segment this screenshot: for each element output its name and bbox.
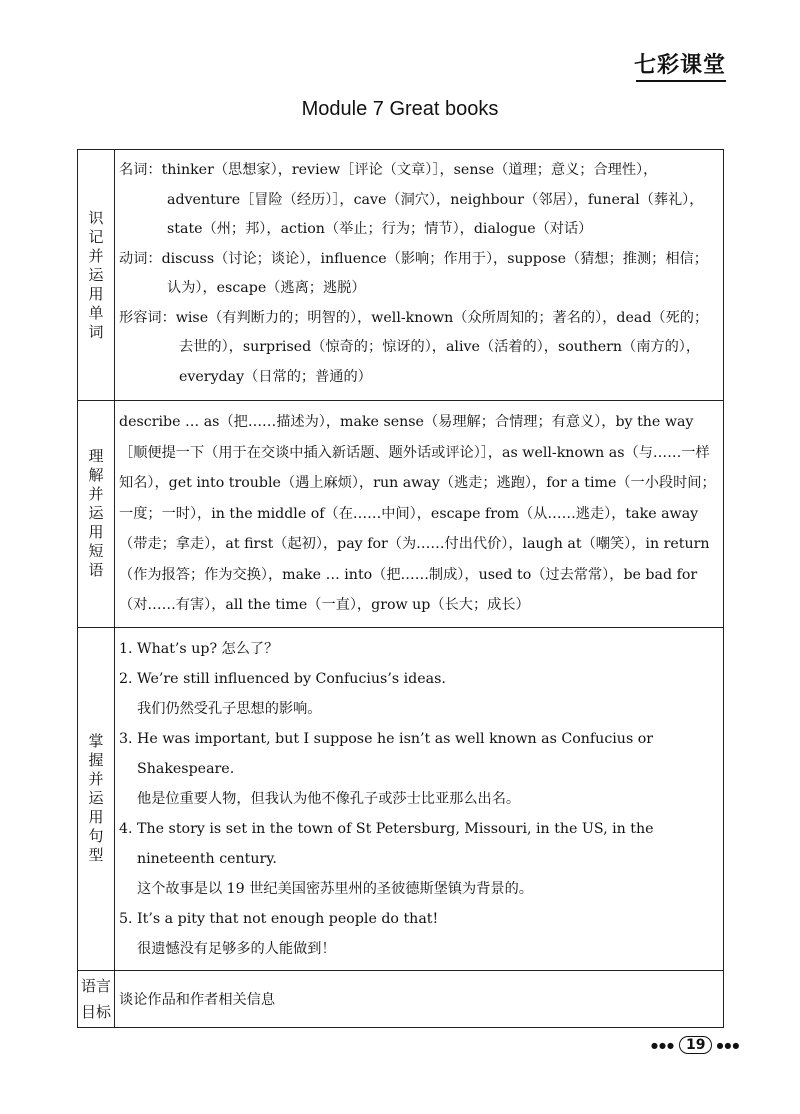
verbs-text: 动词：discuss（讨论；谈论），influence（影响；作用于），suppose（猜想；推测；相信；认为），escape（逃离；逃脱） xyxy=(119,250,708,296)
words-row xyxy=(78,150,724,401)
sentences-label: 掌握并运用句型 xyxy=(88,732,104,864)
sentence-5-en: 5. It’s a pity that not enough people do that! xyxy=(119,910,439,927)
sentence-4-en: 4. The story is set in the town of St Petersburg, Missouri, in the US, in the nineteenth century. xyxy=(119,820,654,867)
sentence-2-en: 2. We’re still influenced by Confucius’s ideas. xyxy=(119,670,446,687)
adjectives-text: 形容词：wise（有判断力的；明智的），well-known（众所周知的；著名的），dead（死的；去世的），surprised（惊奇的；惊讶的），alive（活着的），southern（南方的），everyday（日常的；普通的） xyxy=(119,309,709,385)
page-title: Module 7 Great books xyxy=(301,98,499,120)
sentences-row xyxy=(78,627,724,970)
brand-underline xyxy=(636,80,726,82)
sentence-2-zh: 我们仍然受孔子思想的影响。 xyxy=(137,700,322,717)
page-number: 19 xyxy=(679,1036,712,1054)
goal-label: 语言目标 xyxy=(80,976,111,1021)
dots-right-icon: ●●● xyxy=(716,1040,741,1050)
phrases-content: describe … as（把……描述为），make sense（易理解；合情理；有意义），by the way［顺便提一下（用于在交谈中插入新话题、题外话或评论）］，as well-known as（与……一样知名），get into trouble（遇上麻烦），run away（逃走；逃跑），for a time（一小段时间；一度；一时），in the middle of（在……中间），escape from（从……逃走），take away（带走；拿走），at first（起初），pay for（为……付出代价），laugh at（嘲笑），in return（作为报答；作为交换），make … into（把……制成），used to（过去常常），be bad for（对……有害），all the time（一直），grow up（长大；成长） xyxy=(115,401,724,628)
dots-left-icon: ●●● xyxy=(651,1040,675,1050)
brand-logo: 七彩课堂 xyxy=(633,53,726,78)
sentence-4-zh: 这个故事是以 19 世纪美国密苏里州的圣彼德斯堡镇为背景的。 xyxy=(137,880,533,897)
nouns-text: 名词：thinker（思想家），review［评论（文章）］，sense（道理；意义；合理性），adventure［冒险（经历）］，cave（洞穴），neighbour（邻居），funeral（葬礼），state（州；邦），action（举止；行为；情节），dialogue（对话） xyxy=(119,162,704,237)
sentence-5-zh: 很遗憾没有足够多的人能做到！ xyxy=(137,940,336,957)
page-number-badge xyxy=(651,1036,740,1054)
phrases-row xyxy=(78,401,724,628)
sentence-1-en: 1. What’s up? 怎么了？ xyxy=(119,640,279,657)
goal-row xyxy=(78,970,724,1027)
sentences-content xyxy=(115,627,724,970)
sentence-3-zh: 他是位重要人物，但我认为他不像孔子或莎士比亚那么出名。 xyxy=(137,790,521,807)
words-content xyxy=(115,150,724,401)
phrases-label: 理解并运用短语 xyxy=(88,447,104,580)
goal-content: 谈论作品和作者相关信息 xyxy=(115,970,724,1027)
module-table xyxy=(77,149,724,1028)
words-label: 识记并运用单词 xyxy=(88,208,104,341)
sentence-3-en: 3. He was important, but I suppose he isn’t as well known as Confucius or Shakespeare. xyxy=(119,730,654,777)
